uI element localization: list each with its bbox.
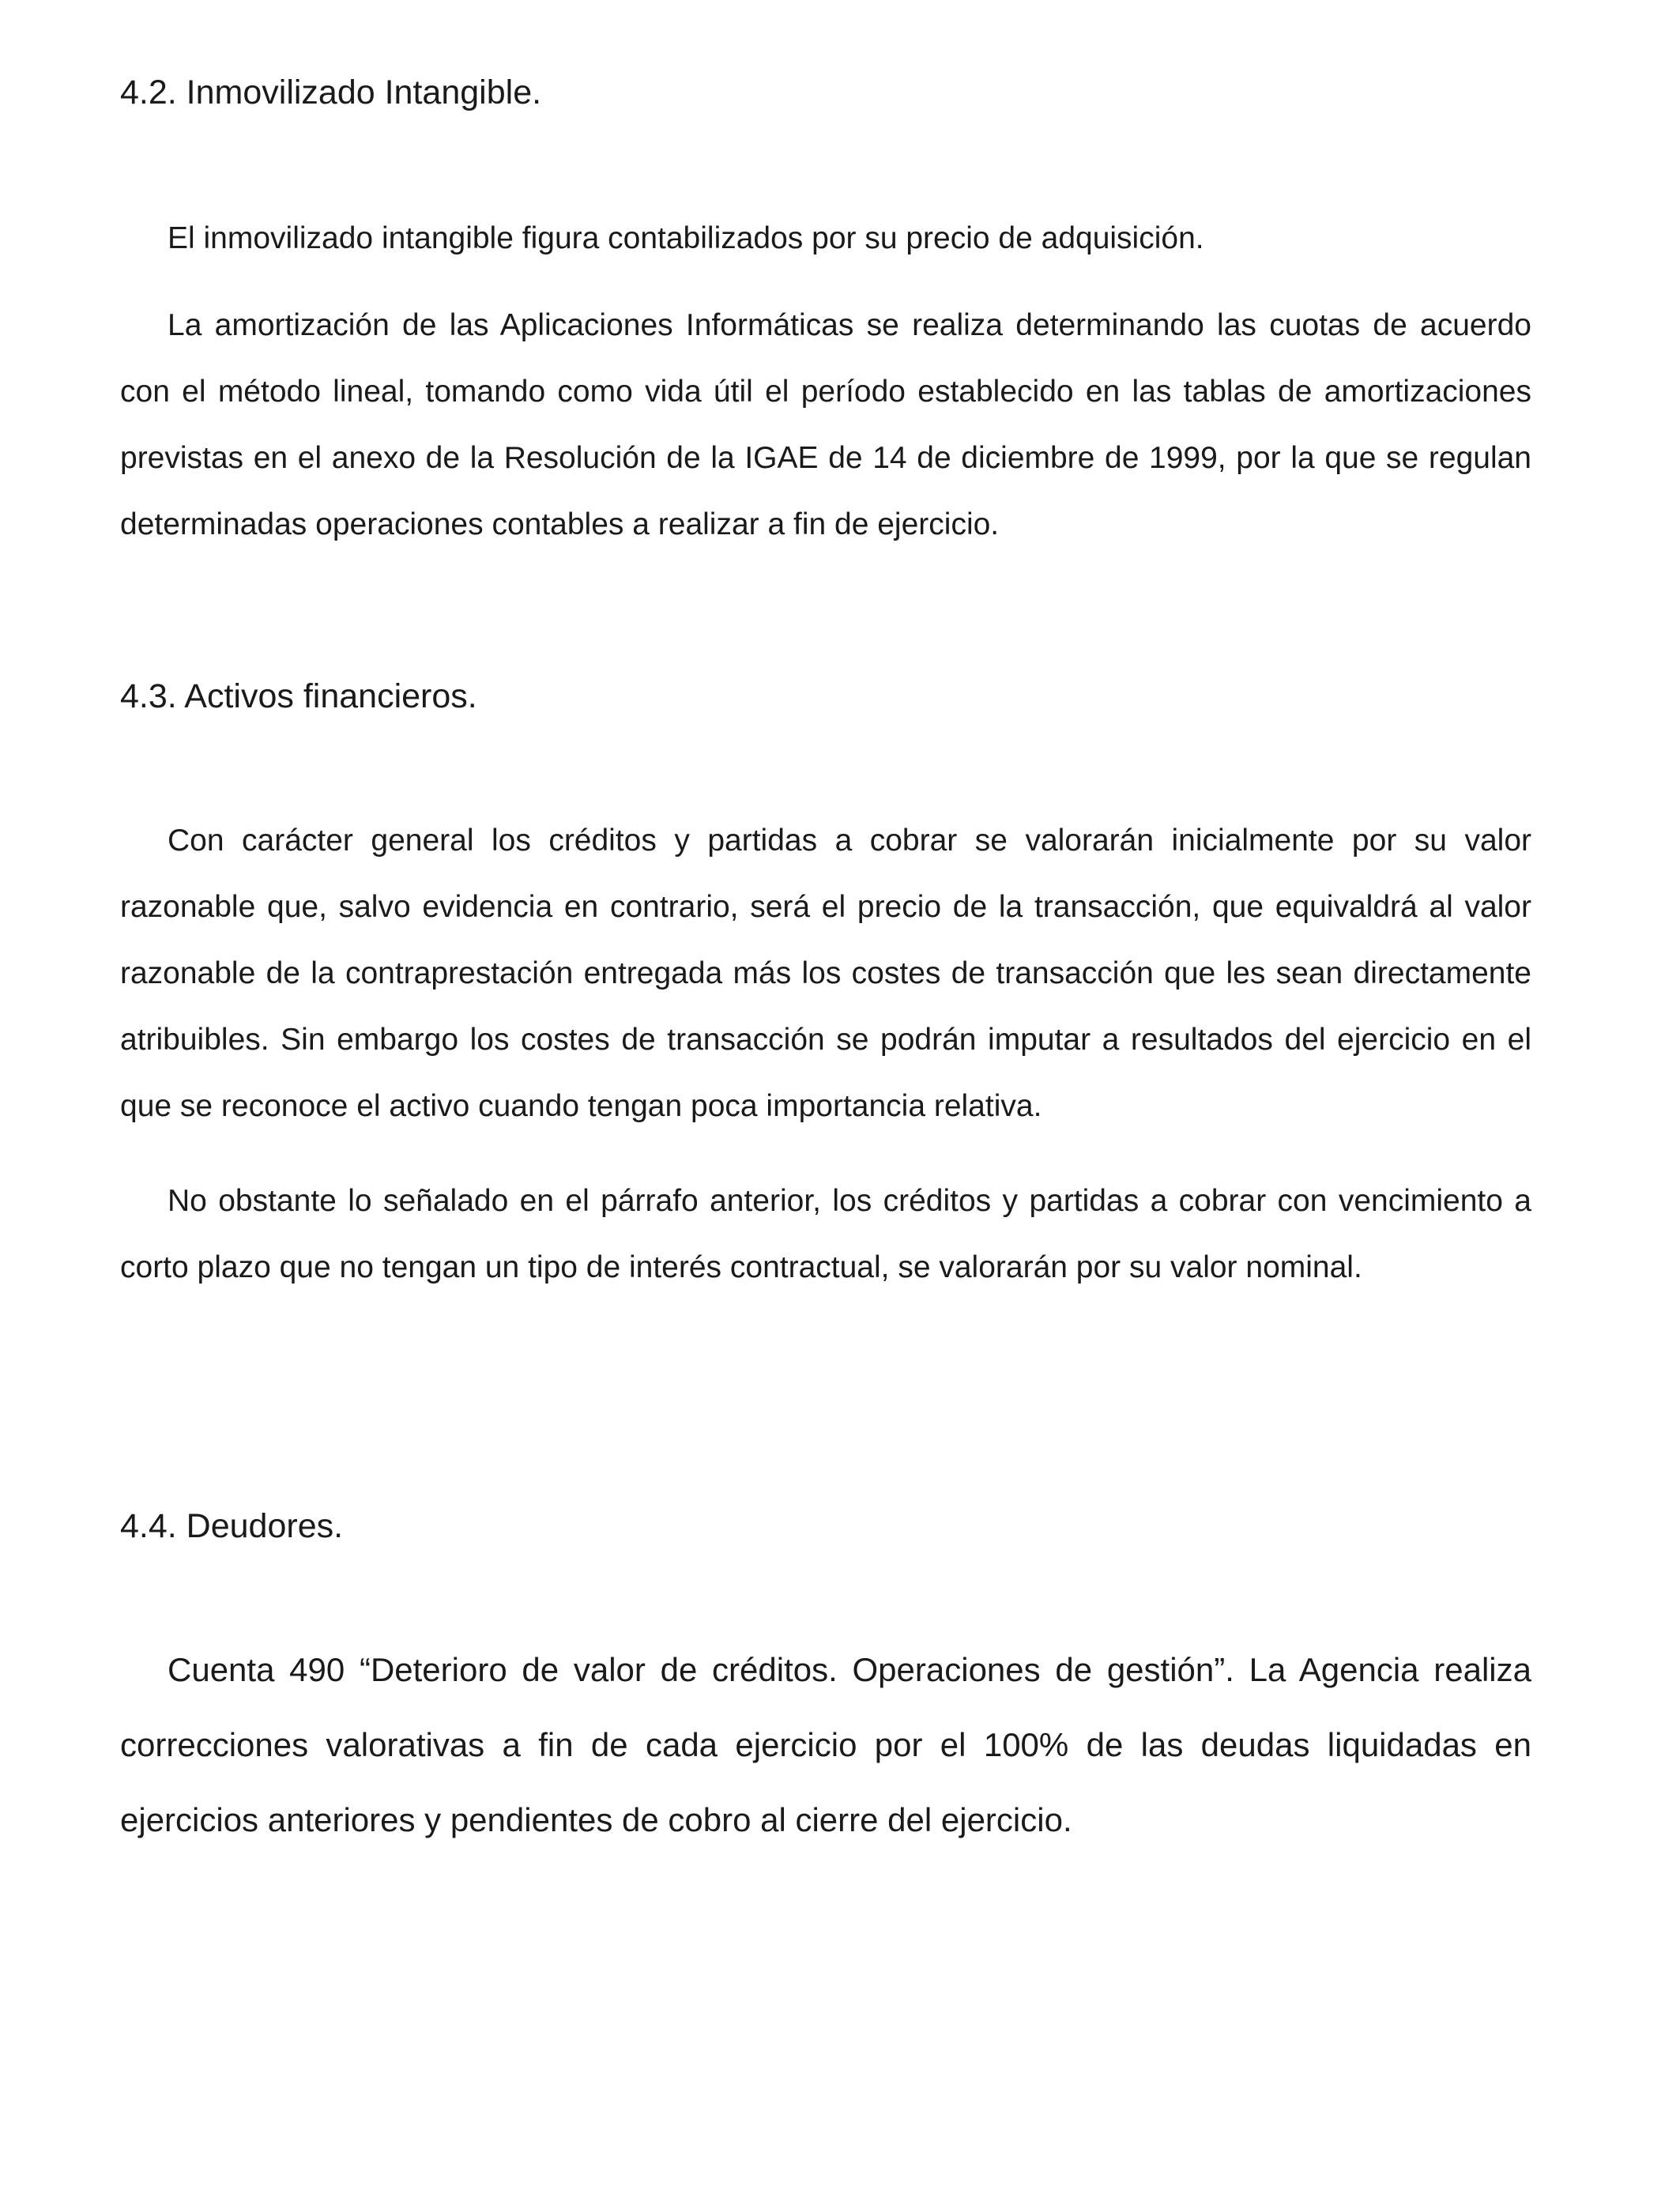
- paragraph-creditos-corto-plazo: No obstante lo señalado en el párrafo anterior, los créditos y partidas a cobrar con vencimiento a corto plazo que no tengan un tipo de interés contractual, se valorarán por su valor nominal.: [120, 1184, 1531, 1284]
- section-heading-inmovilizado-intangible: 4.2. Inmovilizado Intangible.: [120, 74, 542, 111]
- section-heading-activos-financieros: 4.3. Activos financieros.: [120, 677, 477, 715]
- document-page: [120, 0, 1531, 2194]
- paragraph-creditos-valoracion-inicial: Con carácter general los créditos y partidas a cobrar se valorarán inicialmente por su valor razonable que, salvo evidencia en contrario, será el precio de la transacción, que equivaldrá al valor razonable de la contraprestación entregada más los costes de transacción que les sean directamente atribuibles. Sin embargo los costes de transacción se podrán imputar a resultados del ejercicio en el que se reconoce el activo cuando tengan poca importancia relativa.: [120, 824, 1531, 1123]
- paragraph-amortizacion-aplicaciones: La amortización de las Aplicaciones Informáticas se realiza determinando las cuotas de acuerdo con el método lineal, tomando como vida útil el período establecido en las tablas de amortizaciones previstas en el anexo de la Resolución de la IGAE de 14 de diciembre de 1999, por la que se regulan determinadas operaciones contables a realizar a fin de ejercicio.: [120, 308, 1531, 541]
- paragraph-cuenta-490-deterioro: Cuenta 490 “Deterioro de valor de créditos. Operaciones de gestión”. La Agencia realiza correcciones valorativas a fin de cada ejercicio por el 100% de las deudas liquidadas en ejercicios anteriores y pendientes de cobro al cierre del ejercicio.: [120, 1651, 1531, 1838]
- section-heading-deudores: 4.4. Deudores.: [120, 1507, 344, 1545]
- paragraph-inmovilizado-valoracion: El inmovilizado intangible figura contabilizados por su precio de adquisición.: [168, 221, 1204, 255]
